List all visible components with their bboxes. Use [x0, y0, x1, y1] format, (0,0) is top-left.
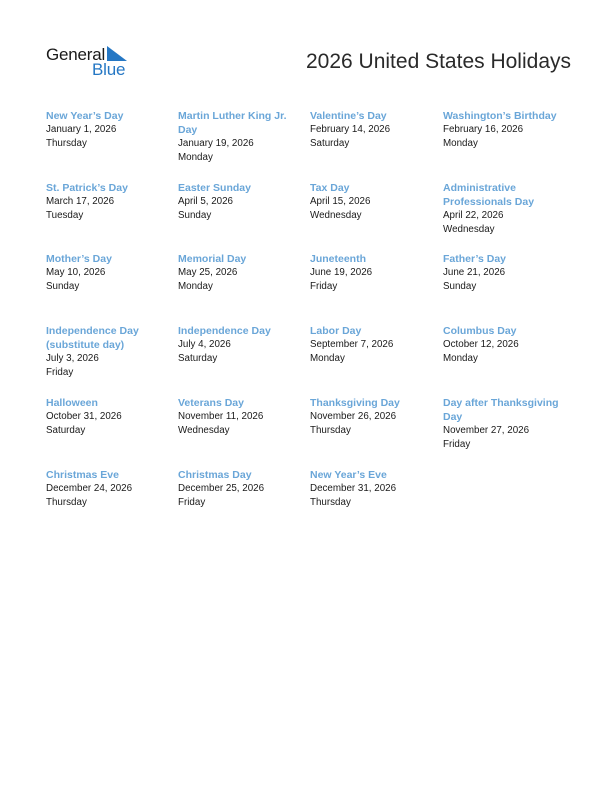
holiday-date: March 17, 2026 [46, 196, 115, 207]
logo-general-text: General [46, 45, 106, 64]
holiday-item [178, 396, 296, 438]
holiday-item [310, 181, 428, 223]
holiday-weekday: Sunday [46, 281, 80, 292]
holiday-item [178, 324, 296, 366]
holiday-date: November 11, 2026 [178, 411, 264, 422]
holiday-name: Halloween [46, 397, 98, 409]
holiday-weekday: Sunday [443, 281, 477, 292]
holiday-item [178, 252, 296, 294]
holiday-weekday: Sunday [178, 210, 212, 221]
holiday-date: October 12, 2026 [443, 339, 519, 350]
holiday-weekday: Wednesday [443, 224, 495, 235]
holiday-date: October 31, 2026 [46, 411, 122, 422]
holiday-date: February 16, 2026 [443, 124, 524, 135]
holiday-date: September 7, 2026 [310, 339, 394, 350]
holiday-item [46, 252, 164, 294]
holiday-date: January 1, 2026 [46, 124, 117, 135]
holiday-item [178, 109, 296, 165]
holiday-name: Veterans Day [178, 397, 244, 409]
holiday-name: New Year’s Day [46, 110, 124, 122]
holiday-name: Columbus Day [443, 325, 517, 337]
holiday-weekday: Monday [178, 152, 213, 163]
holiday-weekday: Thursday [310, 425, 351, 436]
holiday-weekday: Saturday [178, 353, 218, 364]
holiday-weekday: Friday [46, 367, 74, 378]
holiday-date: December 25, 2026 [178, 483, 265, 494]
holiday-date: April 15, 2026 [310, 196, 371, 207]
holiday-name: Day after Thanksgiving Day [443, 397, 559, 423]
holiday-item [310, 396, 428, 438]
holiday-item [46, 181, 164, 223]
holiday-weekday: Saturday [46, 425, 86, 436]
holiday-name: Tax Day [310, 182, 350, 194]
holiday-date: June 19, 2026 [310, 267, 373, 278]
holiday-date: July 4, 2026 [178, 339, 231, 350]
holiday-name: Mother’s Day [46, 253, 112, 265]
holiday-weekday: Thursday [46, 138, 87, 149]
holiday-weekday: Thursday [310, 497, 351, 508]
holiday-item [310, 468, 428, 510]
holiday-date: November 27, 2026 [443, 425, 530, 436]
holiday-item [310, 252, 428, 294]
holiday-item [443, 324, 561, 366]
holiday-weekday: Monday [443, 353, 478, 364]
holiday-name: Juneteenth [310, 253, 367, 265]
logo [46, 45, 136, 79]
holiday-item [46, 109, 164, 151]
holiday-weekday: Saturday [310, 138, 350, 149]
holiday-name: Father’s Day [443, 253, 507, 265]
holiday-name: Martin Luther King Jr. Day [178, 110, 287, 136]
holiday-weekday: Wednesday [178, 425, 230, 436]
holiday-weekday: Friday [178, 497, 206, 508]
holiday-name: Easter Sunday [178, 182, 251, 194]
holiday-weekday: Friday [443, 439, 471, 450]
holiday-item [443, 396, 561, 452]
holiday-item [310, 324, 428, 366]
holiday-date: July 3, 2026 [46, 353, 99, 364]
holiday-date: November 26, 2026 [310, 411, 397, 422]
logo-blue-text: Blue [92, 60, 126, 79]
holiday-name: New Year’s Eve [310, 469, 387, 481]
holiday-weekday: Monday [178, 281, 213, 292]
holiday-item [443, 181, 561, 237]
holiday-item [46, 396, 164, 438]
holiday-date: December 24, 2026 [46, 483, 133, 494]
holiday-name: Washington’s Birthday [443, 110, 557, 122]
holiday-date: May 25, 2026 [178, 267, 238, 278]
holiday-name: Christmas Day [178, 469, 252, 481]
holiday-date: May 10, 2026 [46, 267, 106, 278]
holiday-date: January 19, 2026 [178, 138, 254, 149]
holiday-date: June 21, 2026 [443, 267, 506, 278]
holiday-item [310, 109, 428, 151]
holiday-name: Christmas Eve [46, 469, 119, 481]
holiday-item [443, 252, 561, 294]
holiday-item [46, 324, 164, 380]
holiday-date: April 22, 2026 [443, 210, 504, 221]
holiday-item [178, 181, 296, 223]
holiday-name: Independence Day [178, 325, 271, 337]
holiday-weekday: Monday [443, 138, 478, 149]
holiday-date: December 31, 2026 [310, 483, 397, 494]
holiday-weekday: Friday [310, 281, 338, 292]
holiday-name: Independence Day (substitute day) [46, 325, 139, 351]
holiday-date: February 14, 2026 [310, 124, 391, 135]
holiday-weekday: Monday [310, 353, 345, 364]
holiday-name: Administrative Professionals Day [443, 182, 535, 208]
holiday-name: Valentine’s Day [310, 110, 387, 122]
holiday-weekday: Wednesday [310, 210, 362, 221]
holiday-name: Thanksgiving Day [310, 397, 400, 409]
holiday-date: April 5, 2026 [178, 196, 234, 207]
holiday-item [443, 109, 561, 151]
page-title: 2026 United States Holidays [306, 50, 571, 73]
holiday-name: St. Patrick’s Day [46, 182, 128, 194]
holiday-name: Labor Day [310, 325, 362, 337]
holiday-weekday: Thursday [46, 497, 87, 508]
holiday-item [178, 468, 296, 510]
holiday-name: Memorial Day [178, 253, 247, 265]
holiday-item [46, 468, 164, 510]
holiday-weekday: Tuesday [46, 210, 84, 221]
